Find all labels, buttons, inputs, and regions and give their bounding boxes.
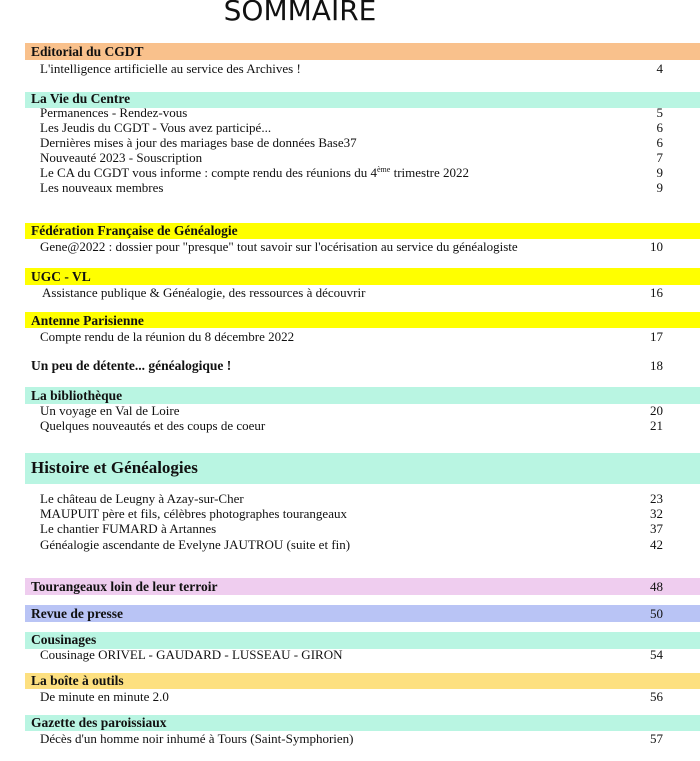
- toc-item[interactable]: Les nouveaux membres: [40, 180, 164, 195]
- toc-page-number: 37: [650, 521, 663, 536]
- toc-page-number: 17: [650, 329, 663, 344]
- section-title-editorial[interactable]: Editorial du CGDT: [31, 44, 144, 59]
- toc-page-number: 20: [650, 403, 663, 418]
- toc-page-number: 21: [650, 418, 663, 433]
- toc-page-number: 48: [650, 579, 663, 594]
- toc-page-number: 7: [656, 150, 663, 165]
- page-title: SOMMAIRE: [223, 0, 377, 27]
- section-title-vie-centre[interactable]: La Vie du Centre: [31, 91, 131, 106]
- section-title-federation[interactable]: Fédération Française de Généalogie: [31, 223, 238, 238]
- toc-item[interactable]: Décès d'un homme noir inhumé à Tours (Saint-Symphorien): [40, 731, 354, 746]
- toc-page-number: 42: [650, 537, 663, 552]
- section-title-ugc[interactable]: UGC - VL: [31, 269, 91, 284]
- toc-page-number: 9: [656, 180, 663, 195]
- toc-page-number: 18: [650, 358, 663, 373]
- toc-item[interactable]: Nouveauté 2023 - Souscription: [40, 150, 203, 165]
- toc-item[interactable]: Le chantier FUMARD à Artannes: [40, 521, 217, 536]
- toc-page-number: 6: [656, 135, 663, 150]
- section-title-bibliotheque[interactable]: La bibliothèque: [31, 388, 123, 403]
- toc-page-number: 4: [656, 61, 663, 76]
- toc-page-number: 50: [650, 606, 663, 621]
- section-title-cousinages[interactable]: Cousinages: [31, 632, 97, 647]
- section-title-tourangeaux[interactable]: Tourangeaux loin de leur terroir: [31, 579, 218, 594]
- toc-item[interactable]: Assistance publique & Généalogie, des ressources à découvrir: [42, 285, 366, 300]
- toc-item[interactable]: Un voyage en Val de Loire: [40, 403, 180, 418]
- toc-item[interactable]: Cousinage ORIVEL - GAUDARD - LUSSEAU - GIRON: [40, 647, 343, 662]
- toc-item[interactable]: De minute en minute 2.0: [40, 689, 169, 704]
- section-band-boite: [25, 673, 700, 689]
- section-band-revue: [25, 605, 700, 622]
- section-title-antenne[interactable]: Antenne Parisienne: [31, 313, 144, 328]
- toc-item[interactable]: MAUPUIT père et fils, célèbres photographes tourangeaux: [40, 506, 347, 521]
- toc-item[interactable]: Compte rendu de la réunion du 8 décembre 2022: [40, 329, 295, 344]
- section-title-boite[interactable]: La boîte à outils: [31, 673, 124, 688]
- toc-item[interactable]: Gene@2022 : dossier pour "presque" tout savoir sur l'océrisation au service du généalogiste: [40, 239, 518, 254]
- toc-item[interactable]: Permanences - Rendez-vous: [40, 105, 188, 120]
- toc-item[interactable]: Dernières mises à jour des mariages base de données Base37: [40, 135, 357, 150]
- toc-item[interactable]: Les Jeudis du CGDT - Vous avez participé...: [40, 120, 272, 135]
- section-title-histoire[interactable]: Histoire et Généalogies: [31, 458, 198, 477]
- superscript-ordinal: ème: [377, 165, 391, 174]
- toc-item[interactable]: Généalogie ascendante de Evelyne JAUTROU (suite et fin): [40, 537, 351, 552]
- toc-item-text: Le CA du CGDT vous informe : compte rendu des réunions du 4: [40, 165, 377, 180]
- toc-page-number: 6: [656, 120, 663, 135]
- toc-page-number: 9: [656, 165, 663, 180]
- toc-page-number: 56: [650, 689, 663, 704]
- toc-page-number: 16: [650, 285, 663, 300]
- toc-page-number: 32: [650, 506, 663, 521]
- section-title-detente[interactable]: Un peu de détente... généalogique !: [31, 358, 232, 373]
- toc-item[interactable]: Le château de Leugny à Azay-sur-Cher: [40, 491, 244, 506]
- toc-page-number: 10: [650, 239, 663, 254]
- toc-item[interactable]: L'intelligence artificielle au service des Archives !: [40, 61, 301, 76]
- toc-page-number: 54: [650, 647, 663, 662]
- toc-item-text: trimestre 2022: [390, 165, 470, 180]
- toc-page-number: 23: [650, 491, 663, 506]
- toc-page-number: 57: [650, 731, 663, 746]
- toc-item[interactable]: Quelques nouveautés et des coups de coeur: [40, 418, 266, 433]
- toc-item[interactable]: [40, 165, 469, 180]
- section-title-revue[interactable]: Revue de presse: [31, 606, 123, 621]
- section-band-ugc: [25, 268, 700, 285]
- section-band-bibliotheque: [25, 387, 700, 404]
- toc-page-number: 5: [656, 105, 663, 120]
- section-title-gazette[interactable]: Gazette des paroissiaux: [31, 715, 167, 730]
